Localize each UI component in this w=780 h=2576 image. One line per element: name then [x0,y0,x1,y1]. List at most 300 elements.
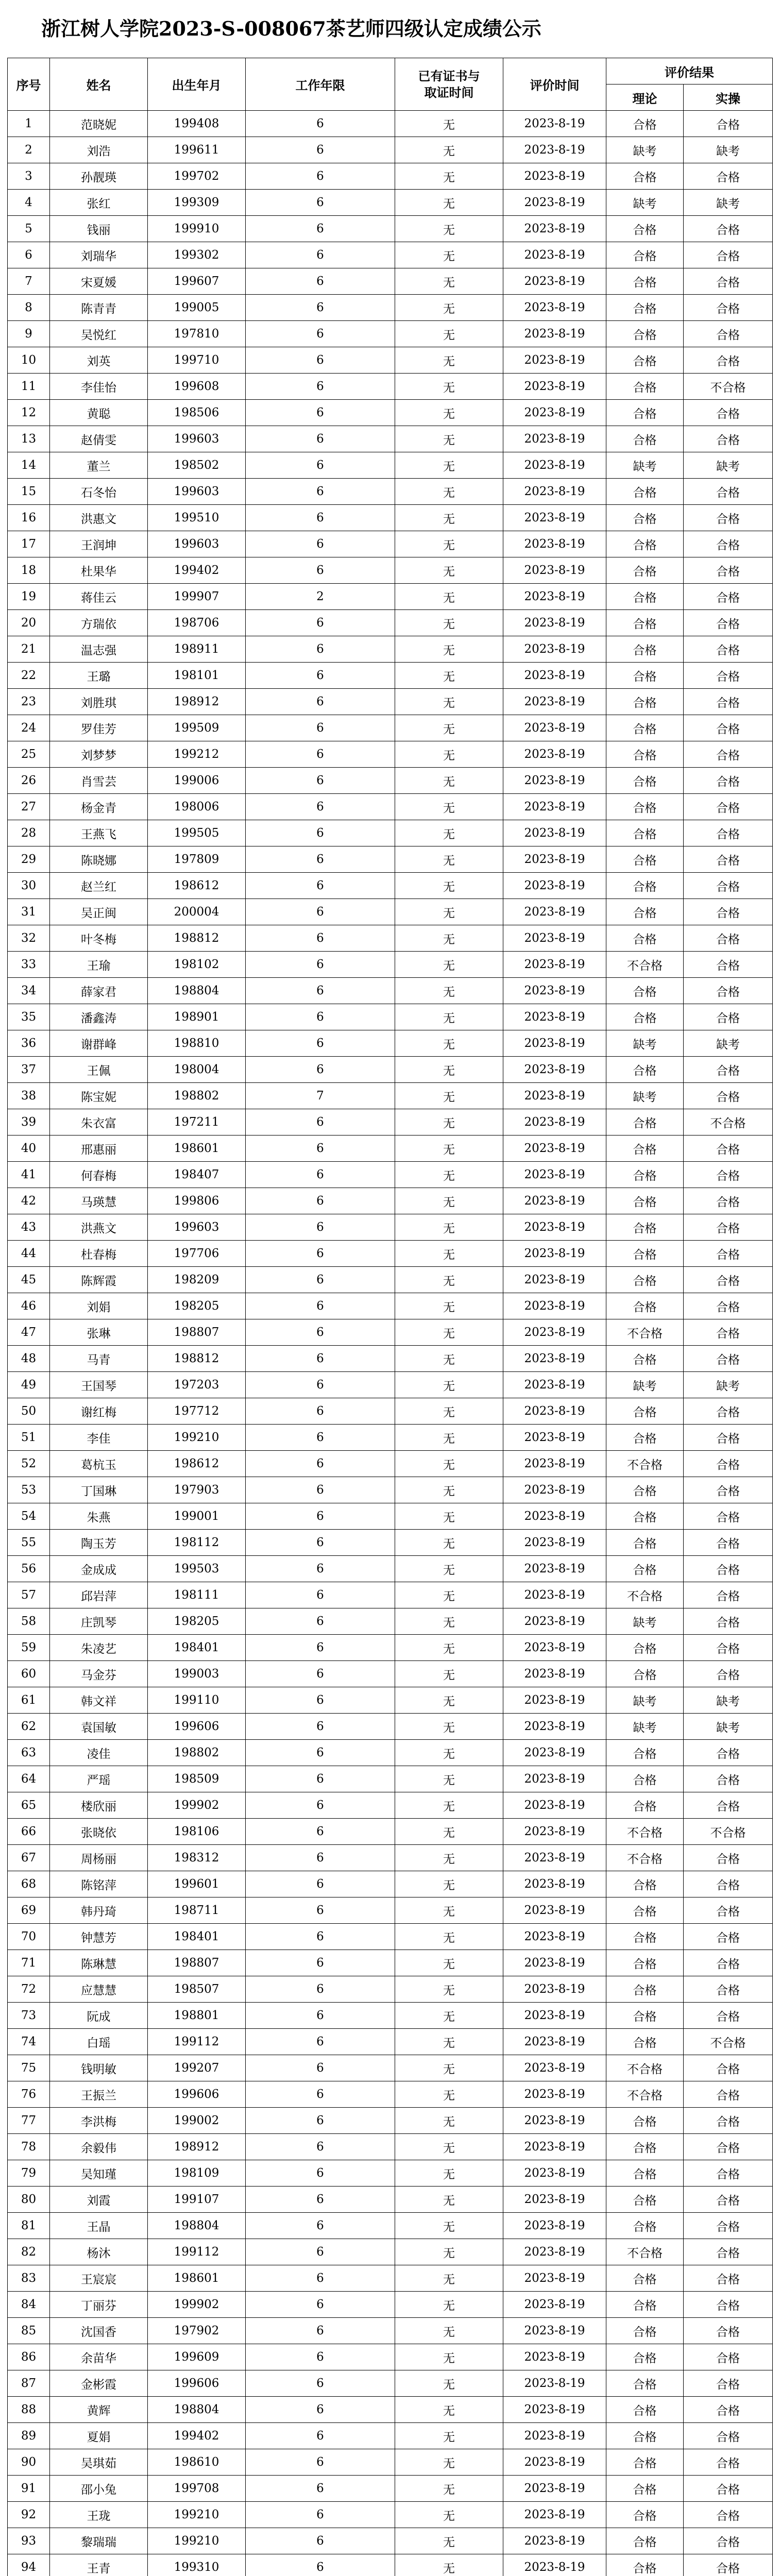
cell-name: 罗佳芳 [50,715,148,741]
cell-certificate: 无 [395,1924,503,1950]
cell-birth: 198111 [148,1582,246,1608]
cell-name: 何春梅 [50,1162,148,1188]
cell-practice-result: 合格 [684,400,773,426]
cell-birth: 199112 [148,2239,246,2265]
cell-index: 32 [8,925,50,952]
cell-practice-result: 合格 [684,1740,773,1766]
cell-practice-result: 合格 [684,111,773,137]
cell-birth: 199002 [148,2108,246,2134]
cell-name: 王国琴 [50,1372,148,1398]
header-practice: 实操 [684,84,773,111]
cell-birth: 198401 [148,1924,246,1950]
cell-certificate: 无 [395,1556,503,1582]
cell-eval-date: 2023-8-19 [503,1687,606,1714]
cell-work-years: 6 [246,1871,395,1897]
table-row [8,1057,773,1083]
cell-birth: 199510 [148,505,246,531]
cell-theory-result: 不合格 [606,2239,684,2265]
cell-birth: 198407 [148,1162,246,1188]
cell-practice-result: 合格 [684,2213,773,2239]
cell-eval-date: 2023-8-19 [503,1477,606,1503]
cell-work-years: 6 [246,2528,395,2554]
cell-eval-date: 2023-8-19 [503,452,606,479]
cell-birth: 199310 [148,2554,246,2576]
cell-practice-result: 不合格 [684,1109,773,1136]
cell-eval-date: 2023-8-19 [503,1162,606,1188]
cell-eval-date: 2023-8-19 [503,216,606,242]
cell-theory-result: 缺考 [606,190,684,216]
table-row [8,1004,773,1030]
cell-birth: 199606 [148,1714,246,1740]
cell-birth: 198401 [148,1635,246,1661]
cell-name: 沈国香 [50,2318,148,2344]
cell-index: 49 [8,1372,50,1398]
cell-name: 洪惠文 [50,505,148,531]
cell-name: 钱丽 [50,216,148,242]
table-row [8,1714,773,1740]
cell-certificate: 无 [395,2160,503,2187]
cell-practice-result: 合格 [684,1214,773,1241]
cell-practice-result: 合格 [684,1766,773,1792]
cell-birth: 198812 [148,1346,246,1372]
header-result-group: 评价结果 [606,58,773,84]
cell-birth: 199505 [148,820,246,846]
cell-practice-result: 缺考 [684,137,773,163]
cell-certificate: 无 [395,557,503,584]
cell-work-years: 6 [246,715,395,741]
cell-index: 61 [8,1687,50,1714]
cell-certificate: 无 [395,584,503,610]
cell-name: 黎瑞瑞 [50,2528,148,2554]
cell-birth: 198205 [148,1608,246,1635]
cell-birth: 199212 [148,741,246,768]
cell-name: 杜春梅 [50,1241,148,1267]
cell-name: 范晓妮 [50,111,148,137]
cell-theory-result: 合格 [606,2187,684,2213]
table-row [8,636,773,663]
table-row [8,1241,773,1267]
cell-practice-result: 合格 [684,636,773,663]
cell-certificate: 无 [395,1766,503,1792]
cell-index: 35 [8,1004,50,1030]
cell-theory-result: 不合格 [606,1845,684,1871]
table-row [8,1924,773,1950]
cell-certificate: 无 [395,636,503,663]
cell-index: 38 [8,1083,50,1109]
cell-certificate: 无 [395,952,503,978]
table-row [8,1792,773,1819]
cell-practice-result: 合格 [684,1162,773,1188]
cell-name: 刘霞 [50,2187,148,2213]
cell-certificate: 无 [395,1582,503,1608]
cell-birth: 198601 [148,2265,246,2292]
header-eval-date: 评价时间 [503,58,606,111]
cell-birth: 199606 [148,2370,246,2397]
cell-theory-result: 合格 [606,1556,684,1582]
cell-practice-result: 合格 [684,1845,773,1871]
cell-name: 张红 [50,190,148,216]
cell-theory-result: 不合格 [606,1319,684,1346]
cell-birth: 199402 [148,557,246,584]
table-row [8,2160,773,2187]
cell-certificate: 无 [395,1136,503,1162]
table-row [8,531,773,557]
cell-work-years: 6 [246,741,395,768]
cell-birth: 198912 [148,689,246,715]
cell-certificate: 无 [395,1477,503,1503]
cell-certificate: 无 [395,1608,503,1635]
cell-certificate: 无 [395,163,503,190]
cell-practice-result: 合格 [684,1897,773,1924]
cell-certificate: 无 [395,216,503,242]
cell-eval-date: 2023-8-19 [503,2003,606,2029]
cell-certificate: 无 [395,2108,503,2134]
table-row [8,2344,773,2370]
cell-practice-result: 合格 [684,2528,773,2554]
cell-theory-result: 缺考 [606,1030,684,1057]
cell-birth: 199309 [148,190,246,216]
cell-eval-date: 2023-8-19 [503,1819,606,1845]
cell-theory-result: 合格 [606,1293,684,1319]
cell-index: 64 [8,1766,50,1792]
cell-eval-date: 2023-8-19 [503,2292,606,2318]
cell-certificate: 无 [395,1714,503,1740]
cell-eval-date: 2023-8-19 [503,242,606,268]
cell-theory-result: 合格 [606,2397,684,2423]
cell-certificate: 无 [395,426,503,452]
cell-certificate: 无 [395,820,503,846]
cell-certificate: 无 [395,1950,503,1976]
cell-index: 57 [8,1582,50,1608]
cell-eval-date: 2023-8-19 [503,1845,606,1871]
cell-work-years: 6 [246,1136,395,1162]
table-row [8,505,773,531]
cell-practice-result: 合格 [684,1293,773,1319]
cell-theory-result: 合格 [606,584,684,610]
table-row [8,952,773,978]
cell-practice-result: 合格 [684,321,773,347]
cell-practice-result: 合格 [684,2239,773,2265]
cell-index: 21 [8,636,50,663]
cell-certificate: 无 [395,1109,503,1136]
cell-work-years: 6 [246,2029,395,2055]
cell-work-years: 6 [246,163,395,190]
cell-index: 55 [8,1530,50,1556]
cell-theory-result: 合格 [606,2476,684,2502]
cell-practice-result: 合格 [684,584,773,610]
cell-eval-date: 2023-8-19 [503,1398,606,1425]
table-row [8,1425,773,1451]
cell-certificate: 无 [395,1319,503,1346]
cell-work-years: 6 [246,2502,395,2528]
table-row [8,557,773,584]
cell-practice-result: 合格 [684,1398,773,1425]
cell-practice-result: 合格 [684,1057,773,1083]
cell-certificate: 无 [395,2134,503,2160]
cell-practice-result: 合格 [684,2370,773,2397]
cell-theory-result: 合格 [606,2108,684,2134]
cell-work-years: 6 [246,1372,395,1398]
cell-theory-result: 不合格 [606,2055,684,2081]
cell-work-years: 6 [246,1319,395,1346]
cell-work-years: 6 [246,1057,395,1083]
cell-index: 67 [8,1845,50,1871]
cell-practice-result: 合格 [684,1451,773,1477]
cell-practice-result: 合格 [684,1608,773,1635]
cell-birth: 199302 [148,242,246,268]
cell-work-years: 6 [246,216,395,242]
cell-theory-result: 合格 [606,1766,684,1792]
cell-name: 金彬霞 [50,2370,148,2397]
cell-eval-date: 2023-8-19 [503,2476,606,2502]
cell-practice-result: 合格 [684,426,773,452]
cell-eval-date: 2023-8-19 [503,2423,606,2449]
cell-theory-result: 合格 [606,426,684,452]
cell-practice-result: 合格 [684,663,773,689]
table-row [8,2502,773,2528]
cell-certificate: 无 [395,242,503,268]
cell-work-years: 6 [246,794,395,820]
cell-work-years: 6 [246,426,395,452]
cell-name: 陶玉芳 [50,1530,148,1556]
cell-name: 刘娟 [50,1293,148,1319]
cell-name: 余毅伟 [50,2134,148,2160]
cell-theory-result: 合格 [606,531,684,557]
cell-name: 黄聪 [50,400,148,426]
cell-birth: 199608 [148,374,246,400]
table-row [8,452,773,479]
cell-theory-result: 合格 [606,2003,684,2029]
cell-certificate: 无 [395,1635,503,1661]
cell-eval-date: 2023-8-19 [503,505,606,531]
cell-index: 84 [8,2292,50,2318]
cell-theory-result: 合格 [606,479,684,505]
cell-index: 23 [8,689,50,715]
cell-birth: 199907 [148,584,246,610]
cell-birth: 198804 [148,978,246,1004]
cell-name: 李洪梅 [50,2108,148,2134]
cell-certificate: 无 [395,978,503,1004]
cell-theory-result: 不合格 [606,1819,684,1845]
cell-birth: 199910 [148,216,246,242]
table-row [8,1083,773,1109]
cell-index: 19 [8,584,50,610]
cell-name: 孙靓瑛 [50,163,148,190]
cell-birth: 197809 [148,846,246,873]
cell-birth: 198507 [148,1976,246,2003]
cell-theory-result: 合格 [606,2265,684,2292]
cell-index: 81 [8,2213,50,2239]
cell-practice-result: 合格 [684,1635,773,1661]
cell-work-years: 6 [246,557,395,584]
cell-eval-date: 2023-8-19 [503,899,606,925]
cell-birth: 199408 [148,111,246,137]
table-row [8,295,773,321]
cell-name: 白瑶 [50,2029,148,2055]
table-row [8,1897,773,1924]
cell-birth: 198006 [148,794,246,820]
cell-index: 87 [8,2370,50,2397]
cell-name: 王润坤 [50,531,148,557]
cell-eval-date: 2023-8-19 [503,111,606,137]
cell-eval-date: 2023-8-19 [503,163,606,190]
cell-index: 83 [8,2265,50,2292]
table-row [8,163,773,190]
cell-eval-date: 2023-8-19 [503,2081,606,2108]
cell-eval-date: 2023-8-19 [503,2344,606,2370]
table-row [8,1976,773,2003]
cell-work-years: 6 [246,610,395,636]
cell-index: 26 [8,768,50,794]
cell-index: 5 [8,216,50,242]
cell-practice-result: 不合格 [684,2029,773,2055]
cell-work-years: 6 [246,2318,395,2344]
cell-theory-result: 合格 [606,242,684,268]
cell-birth: 198502 [148,452,246,479]
cell-eval-date: 2023-8-19 [503,2502,606,2528]
table-row [8,137,773,163]
cell-birth: 199603 [148,531,246,557]
cell-eval-date: 2023-8-19 [503,636,606,663]
cell-index: 12 [8,400,50,426]
cell-eval-date: 2023-8-19 [503,2397,606,2423]
cell-work-years: 6 [246,137,395,163]
cell-practice-result: 合格 [684,846,773,873]
table-row [8,2476,773,2502]
cell-index: 6 [8,242,50,268]
cell-birth: 198911 [148,636,246,663]
cell-birth: 198612 [148,1451,246,1477]
cell-eval-date: 2023-8-19 [503,1556,606,1582]
cell-birth: 197902 [148,2318,246,2344]
cell-practice-result: 合格 [684,2344,773,2370]
header-index: 序号 [8,58,50,111]
table-row [8,978,773,1004]
cell-practice-result: 合格 [684,1503,773,1530]
cell-theory-result: 合格 [606,2344,684,2370]
cell-name: 丁丽芬 [50,2292,148,2318]
cell-eval-date: 2023-8-19 [503,1897,606,1924]
table-row [8,1608,773,1635]
cell-index: 80 [8,2187,50,2213]
table-body [8,111,773,2576]
cell-theory-result: 合格 [606,400,684,426]
cell-theory-result: 合格 [606,873,684,899]
cell-name: 肖雪芸 [50,768,148,794]
table-row [8,2449,773,2476]
cell-practice-result: 合格 [684,1346,773,1372]
cell-theory-result: 合格 [606,1188,684,1214]
cell-birth: 199603 [148,426,246,452]
cell-practice-result: 合格 [684,2160,773,2187]
cell-index: 74 [8,2029,50,2055]
table-row [8,268,773,295]
cell-theory-result: 合格 [606,1740,684,1766]
cell-practice-result: 合格 [684,479,773,505]
cell-certificate: 无 [395,268,503,295]
cell-index: 94 [8,2554,50,2576]
cell-certificate: 无 [395,846,503,873]
cell-index: 34 [8,978,50,1004]
cell-certificate: 无 [395,2292,503,2318]
cell-birth: 197903 [148,1477,246,1503]
cell-eval-date: 2023-8-19 [503,1188,606,1214]
cell-eval-date: 2023-8-19 [503,820,606,846]
cell-eval-date: 2023-8-19 [503,978,606,1004]
cell-eval-date: 2023-8-19 [503,426,606,452]
table-row [8,663,773,689]
cell-index: 88 [8,2397,50,2423]
cell-work-years: 6 [246,1687,395,1714]
cell-eval-date: 2023-8-19 [503,584,606,610]
cell-practice-result: 合格 [684,505,773,531]
cell-birth: 199005 [148,295,246,321]
cell-certificate: 无 [395,1372,503,1398]
cell-work-years: 6 [246,400,395,426]
cell-practice-result: 合格 [684,1241,773,1267]
cell-eval-date: 2023-8-19 [503,1635,606,1661]
cell-name: 钟慧芳 [50,1924,148,1950]
cell-work-years: 6 [246,2423,395,2449]
table-row [8,1162,773,1188]
cell-eval-date: 2023-8-19 [503,1083,606,1109]
cell-theory-result: 合格 [606,1976,684,2003]
cell-certificate: 无 [395,2502,503,2528]
cell-theory-result: 合格 [606,1792,684,1819]
table-row [8,2397,773,2423]
cell-index: 66 [8,1819,50,1845]
cell-practice-result: 合格 [684,1792,773,1819]
cell-theory-result: 缺考 [606,1608,684,1635]
cell-theory-result: 合格 [606,741,684,768]
cell-work-years: 6 [246,268,395,295]
cell-birth: 199710 [148,347,246,374]
cell-theory-result: 合格 [606,2318,684,2344]
cell-theory-result: 合格 [606,1897,684,1924]
table-row [8,479,773,505]
cell-theory-result: 缺考 [606,1687,684,1714]
cell-work-years: 6 [246,2344,395,2370]
cell-eval-date: 2023-8-19 [503,1241,606,1267]
cell-practice-result: 合格 [684,2476,773,2502]
cell-birth: 198810 [148,1030,246,1057]
table-row [8,873,773,899]
cell-name: 王青 [50,2554,148,2576]
cell-certificate: 无 [395,794,503,820]
table-row [8,2318,773,2344]
table-row [8,2134,773,2160]
cell-name: 夏娟 [50,2423,148,2449]
cell-theory-result: 合格 [606,1477,684,1503]
cell-birth: 199708 [148,2476,246,2502]
cell-eval-date: 2023-8-19 [503,1714,606,1740]
cell-name: 马青 [50,1346,148,1372]
cell-birth: 198509 [148,1766,246,1792]
cell-birth: 197810 [148,321,246,347]
cell-eval-date: 2023-8-19 [503,531,606,557]
cell-birth: 198312 [148,1845,246,1871]
cell-birth: 198101 [148,663,246,689]
cell-theory-result: 合格 [606,163,684,190]
cell-name: 丁国琳 [50,1477,148,1503]
cell-index: 60 [8,1661,50,1687]
table-row [8,400,773,426]
cell-theory-result: 合格 [606,1503,684,1530]
cell-theory-result: 合格 [606,295,684,321]
cell-theory-result: 合格 [606,1950,684,1976]
cell-theory-result: 缺考 [606,1083,684,1109]
cell-eval-date: 2023-8-19 [503,2449,606,2476]
